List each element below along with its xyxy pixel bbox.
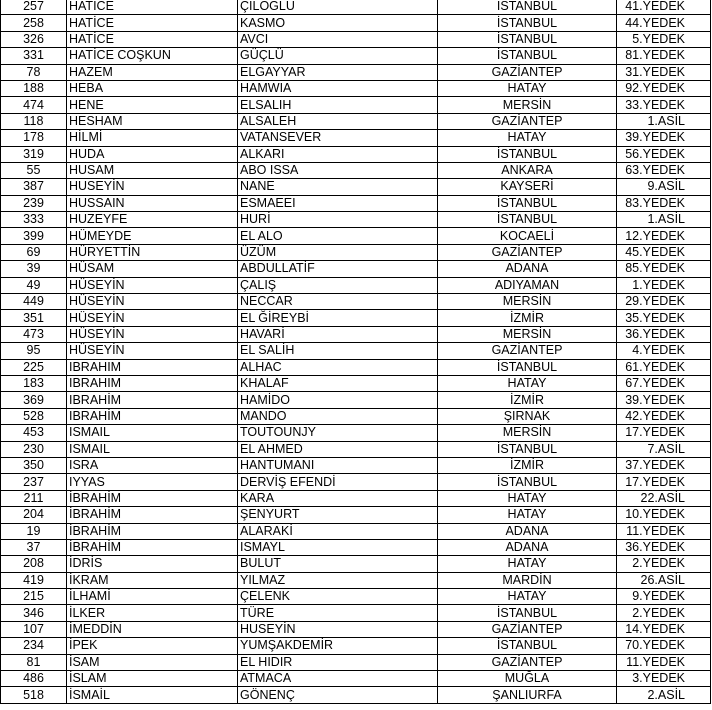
city-cell: GAZİANTEP	[438, 654, 617, 670]
city-cell: MUĞLA	[438, 671, 617, 687]
last-name-cell: KASMO	[238, 15, 438, 31]
last-name-cell: KARA	[238, 490, 438, 506]
table-row	[1, 671, 711, 687]
city-cell: MERSİN	[438, 97, 617, 113]
result-status-cell: 39.YEDEK	[617, 130, 711, 146]
city-cell: GAZİANTEP	[438, 244, 617, 260]
city-cell: ADANA	[438, 523, 617, 539]
city-cell: HATAY	[438, 589, 617, 605]
last-name-cell: HANTUMANI	[238, 457, 438, 473]
first-name-cell: İDRİS	[67, 556, 238, 572]
first-name-cell: HÜRYETTİN	[67, 244, 238, 260]
row-number-cell: 208	[1, 556, 67, 572]
city-cell: İZMİR	[438, 457, 617, 473]
result-status-cell: 5.YEDEK	[617, 31, 711, 47]
table-row	[1, 621, 711, 637]
first-name-cell: HENE	[67, 97, 238, 113]
table-row	[1, 179, 711, 195]
table-row	[1, 474, 711, 490]
row-number-cell: 215	[1, 589, 67, 605]
first-name-cell: HUZEYFE	[67, 212, 238, 228]
last-name-cell: HAMWIA	[238, 80, 438, 96]
result-status-cell: 56.YEDEK	[617, 146, 711, 162]
last-name-cell: TOUTOUNJY	[238, 425, 438, 441]
first-name-cell: İBRAHİM	[67, 523, 238, 539]
row-number-cell: 188	[1, 80, 67, 96]
city-cell: ŞIRNAK	[438, 408, 617, 424]
result-status-cell: 14.YEDEK	[617, 621, 711, 637]
table-row	[1, 326, 711, 342]
last-name-cell: YUMŞAKDEMİR	[238, 638, 438, 654]
result-status-cell: 9.ASİL	[617, 179, 711, 195]
table-row	[1, 490, 711, 506]
result-status-cell: 7.ASİL	[617, 441, 711, 457]
table-row	[1, 687, 711, 703]
city-cell: KOCAELİ	[438, 228, 617, 244]
result-status-cell: 85.YEDEK	[617, 261, 711, 277]
table-row	[1, 228, 711, 244]
first-name-cell: IBRAHİM	[67, 392, 238, 408]
row-number-cell: 528	[1, 408, 67, 424]
last-name-cell: ALSALEH	[238, 113, 438, 129]
first-name-cell: HATİCE COŞKUN	[67, 48, 238, 64]
first-name-cell: HATİCE	[67, 15, 238, 31]
last-name-cell: HAMİDO	[238, 392, 438, 408]
city-cell: KAYSERİ	[438, 179, 617, 195]
last-name-cell: ÇELENK	[238, 589, 438, 605]
first-name-cell: IBRAHIM	[67, 375, 238, 391]
row-number-cell: 234	[1, 638, 67, 654]
first-name-cell: İSMAİL	[67, 687, 238, 703]
city-cell: GAZİANTEP	[438, 64, 617, 80]
table-row	[1, 97, 711, 113]
result-status-cell: 9.YEDEK	[617, 589, 711, 605]
result-status-cell: 92.YEDEK	[617, 80, 711, 96]
result-status-cell: 4.YEDEK	[617, 343, 711, 359]
row-number-cell: 183	[1, 375, 67, 391]
row-number-cell: 486	[1, 671, 67, 687]
table-row	[1, 0, 711, 15]
row-number-cell: 118	[1, 113, 67, 129]
result-status-cell: 42.YEDEK	[617, 408, 711, 424]
row-number-cell: 230	[1, 441, 67, 457]
row-number-cell: 350	[1, 457, 67, 473]
table-row	[1, 572, 711, 588]
table-row	[1, 244, 711, 260]
first-name-cell: IBRAHIM	[67, 359, 238, 375]
row-number-cell: 81	[1, 654, 67, 670]
last-name-cell: ELSALIH	[238, 97, 438, 113]
row-number-cell: 326	[1, 31, 67, 47]
last-name-cell: ATMACA	[238, 671, 438, 687]
result-status-cell: 2.YEDEK	[617, 605, 711, 621]
result-status-cell: 26.ASİL	[617, 572, 711, 588]
last-name-cell: ALHAC	[238, 359, 438, 375]
city-cell: ADANA	[438, 261, 617, 277]
city-cell: HATAY	[438, 490, 617, 506]
row-number-cell: 19	[1, 523, 67, 539]
table-row	[1, 146, 711, 162]
row-number-cell: 331	[1, 48, 67, 64]
table-row	[1, 64, 711, 80]
table-row	[1, 359, 711, 375]
city-cell: ANKARA	[438, 162, 617, 178]
row-number-cell: 399	[1, 228, 67, 244]
result-status-cell: 81.YEDEK	[617, 48, 711, 64]
row-number-cell: 69	[1, 244, 67, 260]
results-table-body	[1, 0, 711, 703]
table-row	[1, 523, 711, 539]
last-name-cell: TÜRE	[238, 605, 438, 621]
last-name-cell: DERVİŞ EFENDİ	[238, 474, 438, 490]
city-cell: İSTANBUL	[438, 359, 617, 375]
last-name-cell: ÇALIŞ	[238, 277, 438, 293]
row-number-cell: 369	[1, 392, 67, 408]
last-name-cell: VATANSEVER	[238, 130, 438, 146]
result-status-cell: 3.YEDEK	[617, 671, 711, 687]
city-cell: ADANA	[438, 539, 617, 555]
last-name-cell: EL SALİH	[238, 343, 438, 359]
last-name-cell: ÜZÜM	[238, 244, 438, 260]
city-cell: İSTANBUL	[438, 15, 617, 31]
city-cell: GAZİANTEP	[438, 113, 617, 129]
result-status-cell: 83.YEDEK	[617, 195, 711, 211]
city-cell: İSTANBUL	[438, 474, 617, 490]
last-name-cell: EL ĞİREYBİ	[238, 310, 438, 326]
result-status-cell: 10.YEDEK	[617, 507, 711, 523]
first-name-cell: HEBA	[67, 80, 238, 96]
result-status-cell: 22.ASİL	[617, 490, 711, 506]
row-number-cell: 453	[1, 425, 67, 441]
city-cell: MERSİN	[438, 326, 617, 342]
table-row	[1, 441, 711, 457]
row-number-cell: 473	[1, 326, 67, 342]
first-name-cell: İLHAMİ	[67, 589, 238, 605]
table-row	[1, 375, 711, 391]
result-status-cell: 45.YEDEK	[617, 244, 711, 260]
last-name-cell: HUSEYİN	[238, 621, 438, 637]
row-number-cell: 474	[1, 97, 67, 113]
first-name-cell: İBRAHİM	[67, 539, 238, 555]
last-name-cell: GÖNENÇ	[238, 687, 438, 703]
first-name-cell: HUSEYİN	[67, 179, 238, 195]
result-status-cell: 31.YEDEK	[617, 64, 711, 80]
first-name-cell: HÜMEYDE	[67, 228, 238, 244]
first-name-cell: HUDA	[67, 146, 238, 162]
table-row	[1, 162, 711, 178]
city-cell: İSTANBUL	[438, 638, 617, 654]
table-row	[1, 195, 711, 211]
city-cell: MARDİN	[438, 572, 617, 588]
last-name-cell: ŞENYURT	[238, 507, 438, 523]
row-number-cell: 333	[1, 212, 67, 228]
first-name-cell: İMEDDİN	[67, 621, 238, 637]
first-name-cell: HATİCE	[67, 31, 238, 47]
first-name-cell: HÜSEYİN	[67, 277, 238, 293]
result-status-cell: 44.YEDEK	[617, 15, 711, 31]
city-cell: HATAY	[438, 556, 617, 572]
result-status-cell: 11.YEDEK	[617, 654, 711, 670]
table-row	[1, 277, 711, 293]
first-name-cell: HİLMİ	[67, 130, 238, 146]
result-status-cell: 1.ASİL	[617, 113, 711, 129]
table-row	[1, 392, 711, 408]
result-status-cell: 39.YEDEK	[617, 392, 711, 408]
result-status-cell: 37.YEDEK	[617, 457, 711, 473]
table-row	[1, 539, 711, 555]
first-name-cell: İSAM	[67, 654, 238, 670]
first-name-cell: IYYAS	[67, 474, 238, 490]
row-number-cell: 55	[1, 162, 67, 178]
last-name-cell: YILMAZ	[238, 572, 438, 588]
last-name-cell: EL ALO	[238, 228, 438, 244]
result-status-cell: 36.YEDEK	[617, 539, 711, 555]
table-row	[1, 457, 711, 473]
last-name-cell: KHALAF	[238, 375, 438, 391]
result-status-cell: 70.YEDEK	[617, 638, 711, 654]
city-cell: İSTANBUL	[438, 48, 617, 64]
city-cell: HATAY	[438, 130, 617, 146]
last-name-cell: EL HIDIR	[238, 654, 438, 670]
row-number-cell: 78	[1, 64, 67, 80]
city-cell: İSTANBUL	[438, 146, 617, 162]
last-name-cell: ABO ISSA	[238, 162, 438, 178]
table-row	[1, 343, 711, 359]
city-cell: İSTANBUL	[438, 31, 617, 47]
first-name-cell: HESHAM	[67, 113, 238, 129]
city-cell: GAZİANTEP	[438, 621, 617, 637]
result-status-cell: 61.YEDEK	[617, 359, 711, 375]
last-name-cell: MANDO	[238, 408, 438, 424]
result-status-cell: 17.YEDEK	[617, 425, 711, 441]
table-row	[1, 408, 711, 424]
last-name-cell: GÜÇLÜ	[238, 48, 438, 64]
table-row	[1, 425, 711, 441]
table-row	[1, 130, 711, 146]
row-number-cell: 49	[1, 277, 67, 293]
table-row	[1, 654, 711, 670]
first-name-cell: İKRAM	[67, 572, 238, 588]
result-status-cell: 2.YEDEK	[617, 556, 711, 572]
last-name-cell: ALARAKİ	[238, 523, 438, 539]
row-number-cell: 178	[1, 130, 67, 146]
city-cell: HATAY	[438, 80, 617, 96]
table-row	[1, 638, 711, 654]
row-number-cell: 95	[1, 343, 67, 359]
first-name-cell: İSLAM	[67, 671, 238, 687]
last-name-cell: NANE	[238, 179, 438, 195]
last-name-cell: ELGAYYAR	[238, 64, 438, 80]
row-number-cell: 239	[1, 195, 67, 211]
city-cell: GAZİANTEP	[438, 343, 617, 359]
result-status-cell: 12.YEDEK	[617, 228, 711, 244]
city-cell: İSTANBUL	[438, 0, 617, 15]
row-number-cell: 237	[1, 474, 67, 490]
city-cell: MERSİN	[438, 425, 617, 441]
city-cell: İZMİR	[438, 310, 617, 326]
first-name-cell: IBRAHİM	[67, 408, 238, 424]
result-status-cell: 1.YEDEK	[617, 277, 711, 293]
table-row	[1, 261, 711, 277]
first-name-cell: HUSAM	[67, 162, 238, 178]
first-name-cell: ISMAIL	[67, 425, 238, 441]
row-number-cell: 449	[1, 294, 67, 310]
last-name-cell: ÇİLOĞLU	[238, 0, 438, 15]
row-number-cell: 258	[1, 15, 67, 31]
row-number-cell: 211	[1, 490, 67, 506]
first-name-cell: ISMAIL	[67, 441, 238, 457]
last-name-cell: ALKARI	[238, 146, 438, 162]
row-number-cell: 319	[1, 146, 67, 162]
result-status-cell: 67.YEDEK	[617, 375, 711, 391]
first-name-cell: HÜSEYİN	[67, 326, 238, 342]
first-name-cell: HAZEM	[67, 64, 238, 80]
last-name-cell: EL AHMED	[238, 441, 438, 457]
city-cell: ADIYAMAN	[438, 277, 617, 293]
city-cell: İSTANBUL	[438, 441, 617, 457]
first-name-cell: İBRAHİM	[67, 490, 238, 506]
table-row	[1, 113, 711, 129]
last-name-cell: NECCAR	[238, 294, 438, 310]
first-name-cell: İPEK	[67, 638, 238, 654]
table-row	[1, 15, 711, 31]
last-name-cell: HAVARİ	[238, 326, 438, 342]
first-name-cell: İBRAHİM	[67, 507, 238, 523]
result-status-cell: 36.YEDEK	[617, 326, 711, 342]
first-name-cell: HÜSAM	[67, 261, 238, 277]
row-number-cell: 387	[1, 179, 67, 195]
table-row	[1, 589, 711, 605]
table-row	[1, 310, 711, 326]
row-number-cell: 107	[1, 621, 67, 637]
table-row	[1, 80, 711, 96]
row-number-cell: 225	[1, 359, 67, 375]
last-name-cell: ISMAYL	[238, 539, 438, 555]
result-status-cell: 2.ASİL	[617, 687, 711, 703]
result-status-cell: 11.YEDEK	[617, 523, 711, 539]
first-name-cell: HÜSEYİN	[67, 343, 238, 359]
city-cell: MERSİN	[438, 294, 617, 310]
last-name-cell: BULUT	[238, 556, 438, 572]
city-cell: İSTANBUL	[438, 195, 617, 211]
first-name-cell: HÜSEYİN	[67, 310, 238, 326]
city-cell: HATAY	[438, 507, 617, 523]
table-row	[1, 48, 711, 64]
row-number-cell: 518	[1, 687, 67, 703]
first-name-cell: HÜSEYİN	[67, 294, 238, 310]
city-cell: ŞANLIURFA	[438, 687, 617, 703]
row-number-cell: 419	[1, 572, 67, 588]
row-number-cell: 346	[1, 605, 67, 621]
first-name-cell: İLKER	[67, 605, 238, 621]
table-row	[1, 294, 711, 310]
row-number-cell: 351	[1, 310, 67, 326]
row-number-cell: 204	[1, 507, 67, 523]
row-number-cell: 257	[1, 0, 67, 15]
city-cell: İSTANBUL	[438, 212, 617, 228]
result-status-cell: 29.YEDEK	[617, 294, 711, 310]
last-name-cell: ESMAEEI	[238, 195, 438, 211]
result-status-cell: 35.YEDEK	[617, 310, 711, 326]
row-number-cell: 39	[1, 261, 67, 277]
last-name-cell: AVCI	[238, 31, 438, 47]
last-name-cell: ABDULLATİF	[238, 261, 438, 277]
result-status-cell: 63.YEDEK	[617, 162, 711, 178]
result-status-cell: 33.YEDEK	[617, 97, 711, 113]
table-row	[1, 212, 711, 228]
table-row	[1, 507, 711, 523]
city-cell: İZMİR	[438, 392, 617, 408]
table-row	[1, 31, 711, 47]
row-number-cell: 37	[1, 539, 67, 555]
result-status-cell: 41.YEDEK	[617, 0, 711, 15]
result-status-cell: 1.ASİL	[617, 212, 711, 228]
city-cell: İSTANBUL	[438, 605, 617, 621]
table-row	[1, 605, 711, 621]
first-name-cell: HUSSAIN	[67, 195, 238, 211]
city-cell: HATAY	[438, 375, 617, 391]
result-status-cell: 17.YEDEK	[617, 474, 711, 490]
table-row	[1, 556, 711, 572]
first-name-cell: ISRA	[67, 457, 238, 473]
first-name-cell: HATİCE	[67, 0, 238, 15]
last-name-cell: HURİ	[238, 212, 438, 228]
